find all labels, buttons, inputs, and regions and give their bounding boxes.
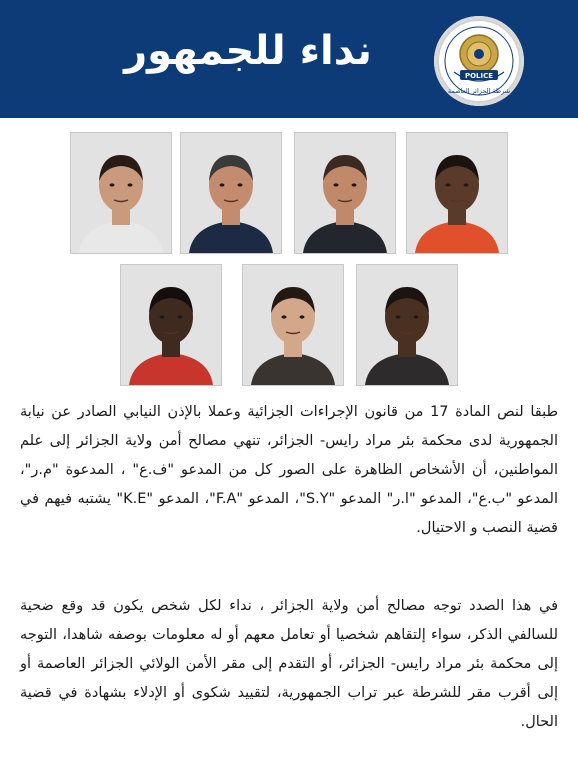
suspect-photo (294, 132, 396, 254)
suspect-photo (120, 264, 222, 386)
logo-badge-text: POLICE (464, 72, 494, 80)
suspect-photo (242, 264, 344, 386)
notice-paragraph-appeal: في هذا الصدد توجه مصالح أمن ولاية الجزائر ، نداء لكل شخص يكون قد وقع ضحية للسالفي الذكر، سواء إلتقاهم شخصيا أو تعامل معهم أو له معلومات بوصفه شاهدا، التوجه إلى محكمة بئر مراد رايس- الجزائر، أو التقدم إلى مقر الأمن الولائي الجزائر العاصمة أو إلى أقرب مقر للشرطة عبر تراب الجمهورية، لتقييد شكوى أو الإدلاء بشهادة في قضية الحال. (20, 598, 558, 730)
portrait-icon (357, 265, 457, 385)
portrait-icon (295, 133, 395, 253)
logo-ring-text: شرطة الجزائر العاصمة (447, 87, 511, 95)
suspect-photo (406, 132, 508, 254)
suspect-photo (70, 132, 172, 254)
police-logo (434, 16, 524, 106)
notice-paragraph-legal: طبقا لنص المادة 17 من قانون الإجراءات الجزائية وعملا بالإذن النيابي الصادر عن نيابة الجمهورية لدى محكمة بئر مراد رايس- الجزائر، تنهي مصالح أمن ولاية الجزائر إلى علم المواطنين، أن الأشخاص الظاهرة على الصور كل من المدعو "ف.ع" ، المدعوة "م.ر"، المدعو "ب.ع"، المدعو "ا.ر" المدعو "S.Y"، المدعو "F.A"، المدعو "K.E" يشتبه فيهم في قضية النصب و الاحتيال. (20, 404, 559, 536)
portrait-icon (121, 265, 221, 385)
suspect-photo (356, 264, 458, 386)
portrait-icon (243, 265, 343, 385)
portrait-icon (407, 133, 507, 253)
police-emblem-icon (434, 16, 524, 106)
portrait-icon (71, 133, 171, 253)
portrait-icon (181, 133, 281, 253)
header-banner (0, 0, 578, 118)
page-title: نداء للجمهور (124, 28, 372, 74)
suspect-photo (180, 132, 282, 254)
